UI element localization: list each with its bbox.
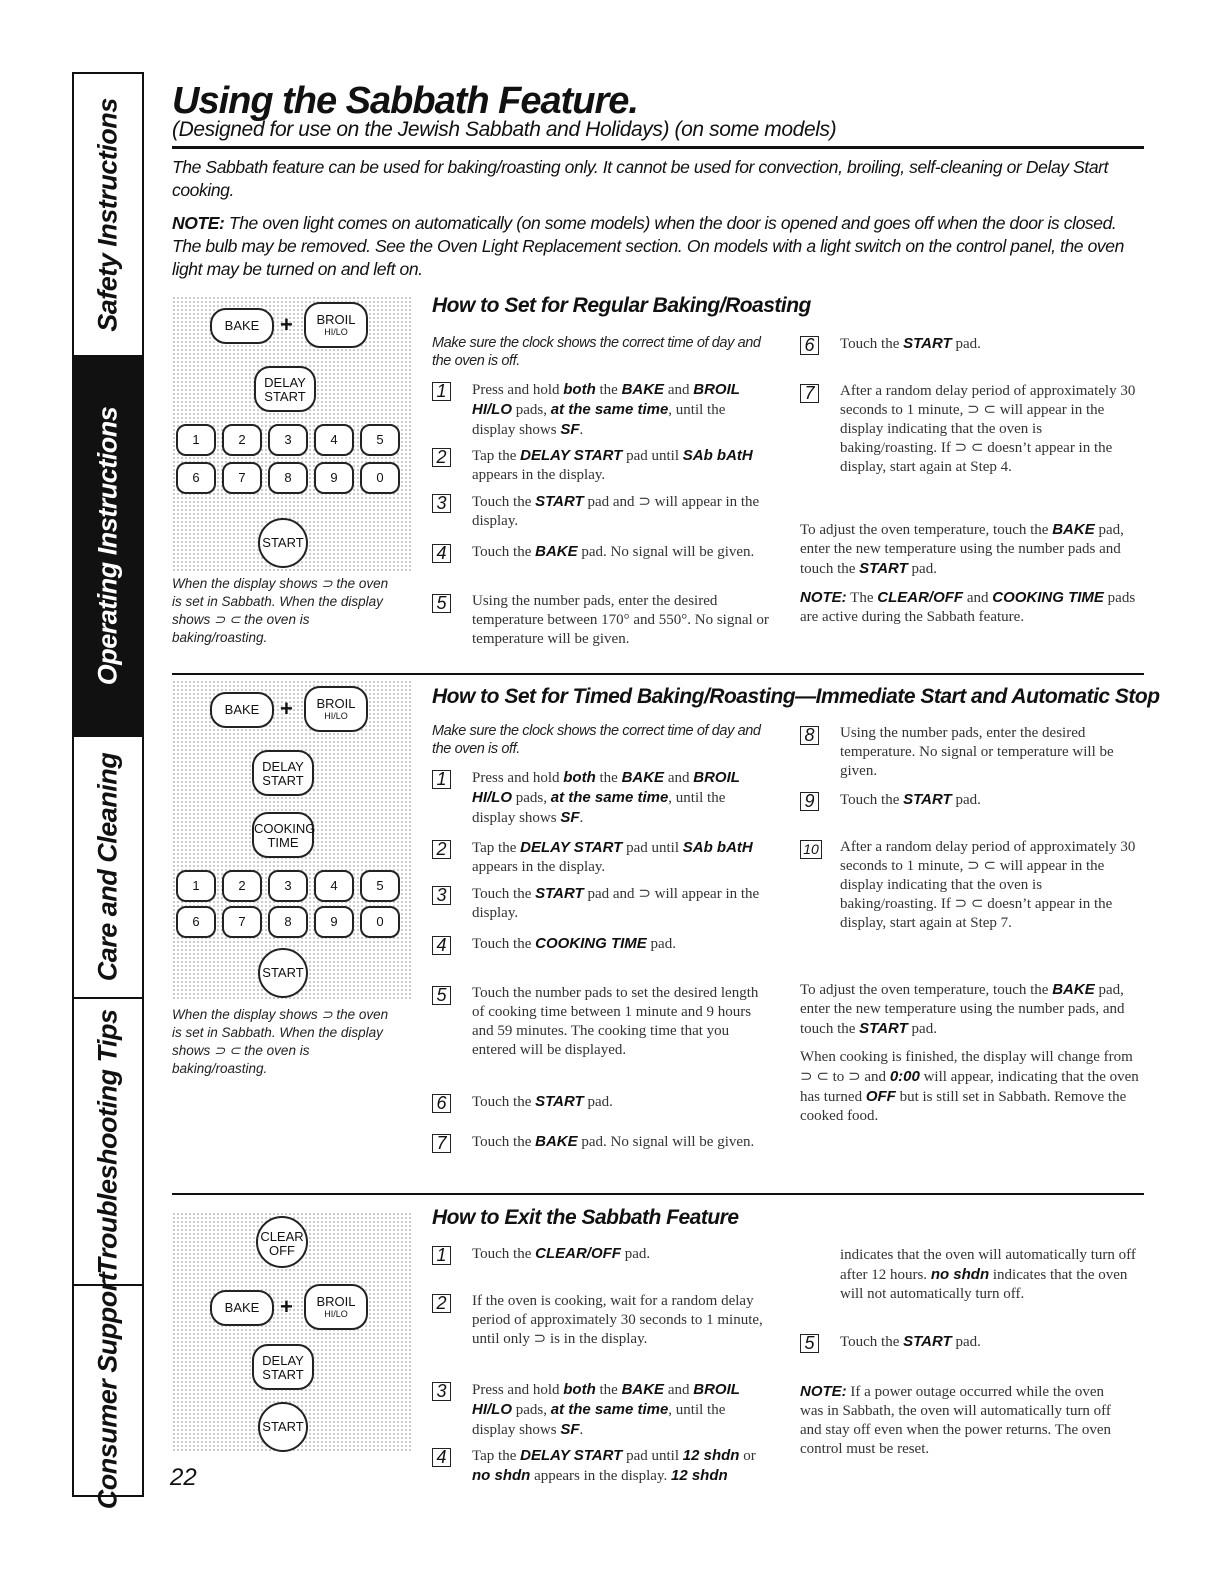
- header-rule: [172, 146, 1144, 149]
- s3-step-5: 5 Touch the START pad.: [800, 1332, 1140, 1352]
- page-number: 22: [170, 1464, 197, 1491]
- clear-off-key: CLEAR OFF: [256, 1216, 308, 1268]
- tab-troubleshooting-tips[interactable]: Troubleshooting Tips: [74, 999, 142, 1286]
- delay-start-key: DELAY START: [254, 366, 316, 412]
- s2-step-2: 2 Tap the DELAY START pad until SAb bAtH appears in the display.: [432, 838, 772, 877]
- tab-care-and-cleaning[interactable]: Care and Cleaning: [74, 737, 142, 999]
- delay-start-key: DELAY START: [252, 750, 314, 796]
- section1-heading: How to Set for Regular Baking/Roasting: [432, 294, 811, 317]
- digit-key-0: 0: [360, 906, 400, 938]
- s2-adjust-text: To adjust the oven temperature, touch the BAKE pad, enter the new temperature using the number pads, and touch the START pad.: [800, 981, 1125, 1037]
- s2-step-4: 4 Touch the COOKING TIME pad.: [432, 934, 772, 954]
- bake-key: BAKE: [210, 308, 274, 344]
- digit-key-1: 1: [176, 424, 216, 456]
- section3-heading: How to Exit the Sabbath Feature: [432, 1206, 739, 1229]
- digit-key-9: 9: [314, 906, 354, 938]
- s1-step-1: 1 Press and hold both the BAKE and BROIL HI/LO pads, at the same time, until the display shows SF.: [432, 380, 772, 440]
- s2-step-9: 9 Touch the START pad.: [800, 790, 1140, 810]
- digit-key-1: 1: [176, 870, 216, 902]
- keypad-illustration-1: [172, 296, 412, 572]
- digit-key-9: 9: [314, 462, 354, 494]
- s1-adjust-text: To adjust the oven temperature, touch the BAKE pad, enter the new temperature using the number pads and touch the START pad.: [800, 521, 1124, 577]
- s1-step-2: 2 Tap the DELAY START pad until SAb bAtH appears in the display.: [432, 446, 772, 485]
- digit-key-3: 3: [268, 424, 308, 456]
- section-divider-1: [172, 673, 1144, 675]
- broil-hilo-key: BROIL HI/LO: [304, 302, 368, 348]
- plus-sign: +: [280, 312, 293, 337]
- s2-step-5: 5 Touch the number pads to set the desired length of cooking time between 1 minute and 9 hours and 59 minutes. The cooking time that you entered will be displayed.: [432, 984, 772, 1060]
- s1-step-5: 5 Using the number pads, enter the desired temperature between 170° and 550°. No signal or temperature will be given.: [432, 592, 772, 649]
- digit-key-5: 5: [360, 424, 400, 456]
- s3-step-3: 3 Press and hold both the BAKE and BROIL HI/LO pads, at the same time, until the display shows SF.: [432, 1380, 772, 1440]
- s1-step-6: 6 Touch the START pad.: [800, 334, 1140, 354]
- s1-note: NOTE: The CLEAR/OFF and COOKING TIME pads are active during the Sabbath feature.: [800, 589, 1136, 625]
- tab-operating-instructions[interactable]: Operating Instructions: [74, 357, 142, 737]
- digit-key-8: 8: [268, 906, 308, 938]
- s3-step-1: 1 Touch the CLEAR/OFF pad.: [432, 1244, 772, 1264]
- s2-step-8: 8 Using the number pads, enter the desired temperature. No signal or temperature will be given.: [800, 724, 1140, 781]
- delay-start-key: DELAY START: [252, 1344, 314, 1390]
- s3-note: NOTE: If a power outage occurred while the oven was in Sabbath, the oven will automatically turn off and stay off even when the power returns. The oven control must be reset.: [800, 1383, 1112, 1457]
- keypad-caption-1: When the display shows ⊃ the oven is set in Sabbath. When the display shows ⊃ ⊂ the oven is baking/roasting.: [172, 576, 389, 645]
- digit-key-6: 6: [176, 906, 216, 938]
- digit-key-2: 2: [222, 424, 262, 456]
- keypad-illustration-3: [172, 1212, 412, 1452]
- s2-step-10: 10 After a random delay period of approximately 30 seconds to 1 minute, ⊃ ⊂ will appear in the display indicating that the oven is baking/roasting. If ⊃ ⊂ doesn’t appear in the display, start again at Step 7.: [800, 838, 1140, 933]
- digit-key-8: 8: [268, 462, 308, 494]
- start-key: START: [258, 948, 308, 998]
- digit-key-6: 6: [176, 462, 216, 494]
- s2-finished-text: When cooking is finished, the display will change from ⊃ ⊂ to ⊃ and 0:00 will appear, indicating that the oven has turned OFF but is still set in Sabbath. Remove the cooked food.: [800, 1049, 1139, 1124]
- digit-key-4: 4: [314, 870, 354, 902]
- s2-step-6: 6 Touch the START pad.: [432, 1092, 772, 1112]
- s3-step-4: 4 Tap the DELAY START pad until 12 shdn or no shdn appears in the display. 12 shdn: [432, 1446, 772, 1486]
- section-divider-2: [172, 1193, 1144, 1195]
- section2-lead: Make sure the clock shows the correct time of day and the oven is off.: [432, 723, 761, 757]
- s3-step-2: 2 If the oven is cooking, wait for a random delay period of approximately 30 seconds to 1 minute, until only ⊃ is in the display.: [432, 1292, 772, 1349]
- s1-step-3: 3 Touch the START pad and ⊃ will appear in the display.: [432, 492, 772, 531]
- digit-key-0: 0: [360, 462, 400, 494]
- tab-safety-instructions[interactable]: Safety Instructions: [74, 74, 142, 357]
- intro-text: The Sabbath feature can be used for baking/roasting only. It cannot be used for convection, broiling, self-cleaning or Delay Start cooking.: [172, 157, 1109, 200]
- s2-step-3: 3 Touch the START pad and ⊃ will appear in the display.: [432, 884, 772, 923]
- start-key: START: [258, 1402, 308, 1452]
- s2-step-7: 7 Touch the BAKE pad. No signal will be given.: [432, 1132, 772, 1152]
- tab-consumer-support[interactable]: Consumer Support: [92, 1272, 123, 1509]
- bake-key: BAKE: [210, 692, 274, 728]
- page-title: Using the Sabbath Feature.: [172, 80, 638, 122]
- keypad-caption-2: When the display shows ⊃ the oven is set in Sabbath. When the display shows ⊃ ⊂ the oven is baking/roasting.: [172, 1007, 389, 1076]
- plus-sign: +: [280, 696, 293, 721]
- s1-step-7: 7 After a random delay period of approximately 30 seconds to 1 minute, ⊃ ⊂ will appear in the display indicating that the oven is baking/roasting. If ⊃ ⊂ doesn’t appear in the display, start again at Step 4.: [800, 382, 1140, 477]
- digit-key-4: 4: [314, 424, 354, 456]
- plus-sign: +: [280, 1294, 293, 1319]
- keypad-illustration-2: [172, 680, 412, 1000]
- side-tab-bar: [72, 72, 144, 1509]
- digit-key-5: 5: [360, 870, 400, 902]
- broil-hilo-key: BROIL HI/LO: [304, 686, 368, 732]
- digit-key-3: 3: [268, 870, 308, 902]
- digit-key-7: 7: [222, 462, 262, 494]
- broil-hilo-key: BROIL HI/LO: [304, 1284, 368, 1330]
- s1-step-4: 4 Touch the BAKE pad. No signal will be given.: [432, 542, 772, 562]
- section1-lead: Make sure the clock shows the correct time of day and the oven is off.: [432, 335, 761, 369]
- s2-step-1: 1 Press and hold both the BAKE and BROIL HI/LO pads, at the same time, until the display shows SF.: [432, 768, 772, 828]
- header-note: NOTE: The oven light comes on automatically (on some models) when the door is opened and goes off when the door is closed. The bulb may be removed. See the Oven Light Replacement section. On models with a light switch on the control panel, the oven light may be turned on and left on.: [172, 213, 1124, 279]
- digit-key-2: 2: [222, 870, 262, 902]
- digit-key-7: 7: [222, 906, 262, 938]
- cooking-time-key: COOKING TIME: [252, 812, 314, 858]
- section2-heading: How to Set for Timed Baking/Roasting—Immediate Start and Automatic Stop: [432, 685, 1160, 708]
- page-subtitle: (Designed for use on the Jewish Sabbath and Holidays) (on some models): [172, 118, 837, 141]
- s3-step-4-continued: indicates that the oven will automatically turn off after 12 hours. no shdn indicates that the oven will not automatically turn off.: [840, 1247, 1136, 1302]
- bake-key: BAKE: [210, 1290, 274, 1326]
- start-key: START: [258, 518, 308, 568]
